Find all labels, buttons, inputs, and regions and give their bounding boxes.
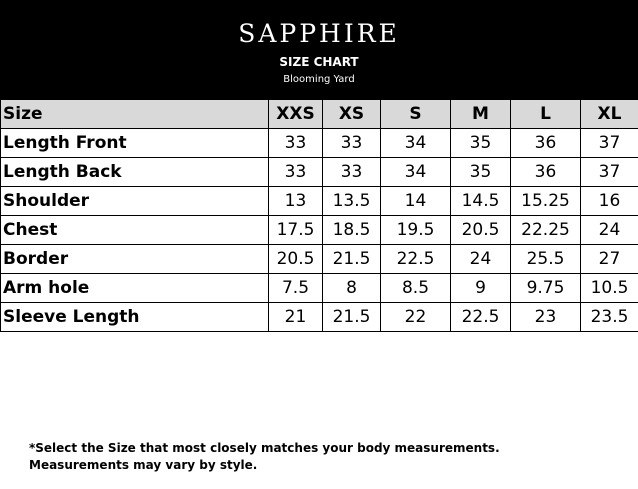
table-cell: 14.5	[451, 187, 511, 216]
brand-logo: SAPPHIRE	[238, 19, 400, 48]
column-header: XL	[581, 100, 638, 129]
table-cell: 36	[511, 129, 581, 158]
table-row	[1, 187, 638, 216]
table-row	[1, 303, 638, 332]
row-label: Sleeve Length	[1, 303, 269, 332]
table-cell: 36	[511, 158, 581, 187]
column-header: XXS	[269, 100, 323, 129]
row-label: Chest	[1, 216, 269, 245]
table-row	[1, 274, 638, 303]
table-cell: 13	[269, 187, 323, 216]
header-row	[1, 100, 638, 129]
row-label: Border	[1, 245, 269, 274]
table-cell: 9	[451, 274, 511, 303]
column-header: Size	[1, 100, 269, 129]
row-label: Arm hole	[1, 274, 269, 303]
footnote-line: Measurements may vary by style.	[29, 458, 258, 472]
table-cell: 10.5	[581, 274, 638, 303]
table-cell: 9.75	[511, 274, 581, 303]
table-cell: 16	[581, 187, 638, 216]
table-cell: 8	[323, 274, 381, 303]
footnote	[29, 440, 500, 474]
table-cell: 37	[581, 158, 638, 187]
table-cell: 21	[269, 303, 323, 332]
table-cell: 22.5	[451, 303, 511, 332]
table-cell: 22.25	[511, 216, 581, 245]
table-cell: 18.5	[323, 216, 381, 245]
table-row	[1, 158, 638, 187]
table-cell: 21.5	[323, 245, 381, 274]
table-row	[1, 216, 638, 245]
table-cell: 23	[511, 303, 581, 332]
header-banner	[0, 0, 638, 99]
table-cell: 22.5	[381, 245, 451, 274]
table-row	[1, 129, 638, 158]
table-cell: 14	[381, 187, 451, 216]
size-chart-table	[0, 99, 638, 332]
table-cell: 35	[451, 158, 511, 187]
table-cell: 15.25	[511, 187, 581, 216]
collection-name: Blooming Yard	[283, 74, 355, 85]
column-header: M	[451, 100, 511, 129]
table-cell: 24	[581, 216, 638, 245]
table-cell: 34	[381, 129, 451, 158]
table-cell: 20.5	[451, 216, 511, 245]
table-cell: 35	[451, 129, 511, 158]
table-cell: 33	[269, 129, 323, 158]
chart-subtitle: SIZE CHART	[279, 55, 359, 69]
table-row	[1, 245, 638, 274]
table-cell: 24	[451, 245, 511, 274]
row-label: Shoulder	[1, 187, 269, 216]
column-header: L	[511, 100, 581, 129]
table-cell: 8.5	[381, 274, 451, 303]
table-cell: 7.5	[269, 274, 323, 303]
table-cell: 33	[323, 158, 381, 187]
table-cell: 22	[381, 303, 451, 332]
table-cell: 33	[269, 158, 323, 187]
footnote-line: *Select the Size that most closely matches your body measurements.	[29, 441, 500, 455]
table-cell: 23.5	[581, 303, 638, 332]
table-cell: 33	[323, 129, 381, 158]
table-cell: 34	[381, 158, 451, 187]
table-cell: 20.5	[269, 245, 323, 274]
table-cell: 37	[581, 129, 638, 158]
row-label: Length Front	[1, 129, 269, 158]
column-header: S	[381, 100, 451, 129]
table-cell: 25.5	[511, 245, 581, 274]
table-cell: 21.5	[323, 303, 381, 332]
table-cell: 17.5	[269, 216, 323, 245]
table-cell: 13.5	[323, 187, 381, 216]
column-header: XS	[323, 100, 381, 129]
row-label: Length Back	[1, 158, 269, 187]
table-cell: 19.5	[381, 216, 451, 245]
table-cell: 27	[581, 245, 638, 274]
